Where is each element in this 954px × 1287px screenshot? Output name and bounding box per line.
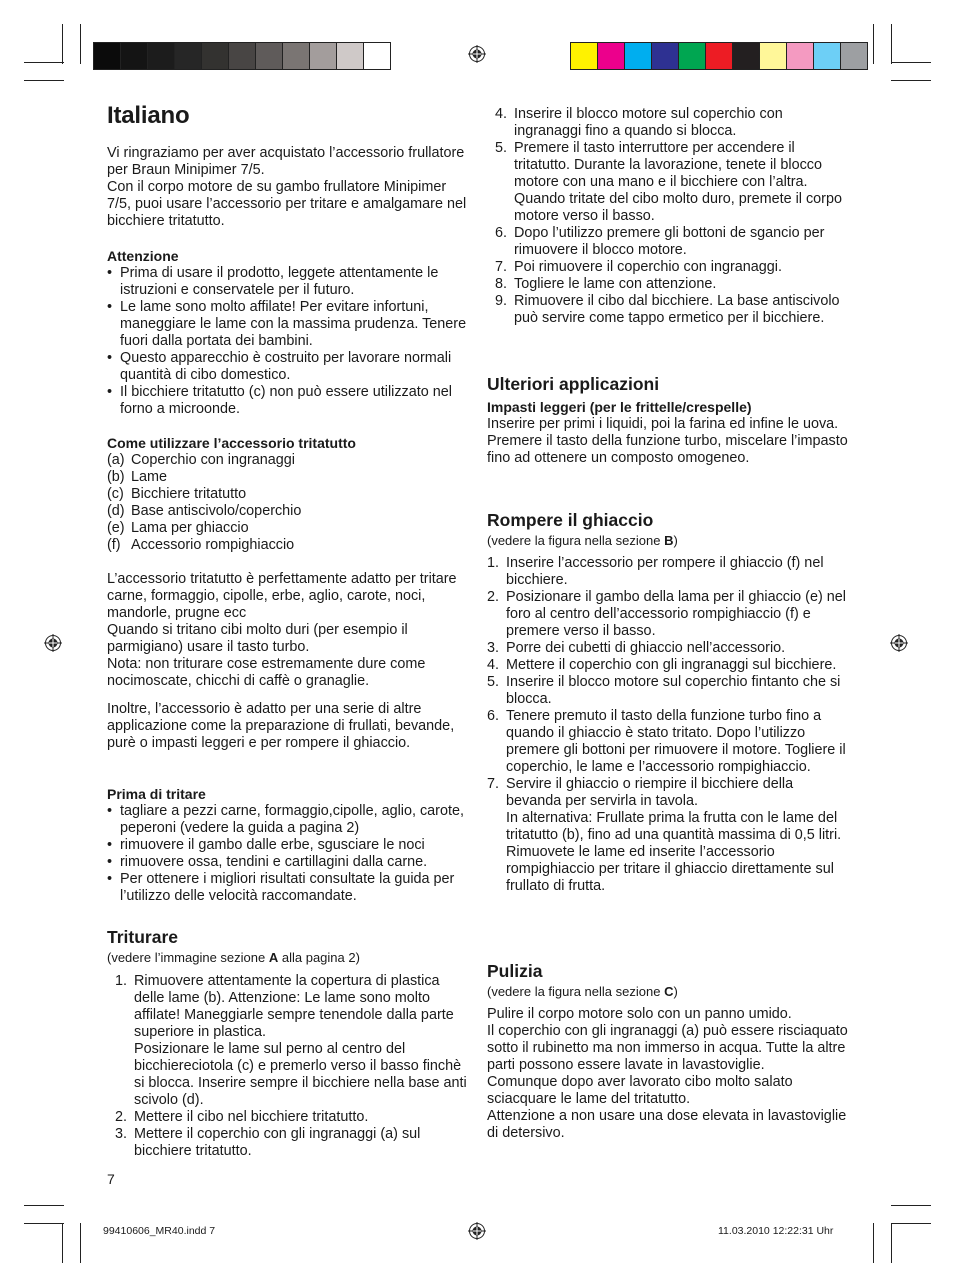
intro-section	[107, 145, 467, 230]
usage-section	[107, 571, 467, 690]
usage2-section	[107, 701, 467, 752]
before-section	[107, 786, 467, 905]
before-heading: Prima di tritare	[107, 786, 206, 802]
crop-mark	[62, 1223, 63, 1263]
crop-mark	[891, 80, 931, 81]
list-item: 3. Porre dei cubetti di ghiaccio nell’accessorio.	[487, 640, 786, 656]
list-item: 5. Premere il tasto interruttore per accendere il tritatutto. Durante la lavorazione, tenete il blocco motore con una mano e il bicchiere con l’altra. Quando tritate del cibo molto duro, premete il corpo motore verso il basso.	[495, 140, 842, 224]
intro-paragraph: Con il corpo motore de su gambo frullatore Minipimer 7/5, puoi usare l’accessorio per tritare e amalgamare nel bicchiere tritatutto.	[107, 179, 467, 229]
crop-mark	[891, 24, 892, 64]
list-item: 6. Dopo l’utilizzo premere gli bottoni de sgancio per rimuovere il blocco motore.	[495, 225, 825, 258]
list-item: 4. Inserire il blocco motore sul coperchio con ingranaggi fino a quando si blocca.	[495, 106, 783, 139]
list-item: 1. Inserire l’accessorio per rompere il ghiaccio (f) nel bicchiere.	[487, 555, 824, 588]
registration-mark-icon	[468, 1222, 486, 1240]
color-swatch	[679, 43, 706, 69]
paragraph: Inserire per primi i liquidi, poi la farina ed infine le uova. Premere il tasto della funzione turbo, miscelare l’impasto fino ad ottenere un composto omogeneo.	[487, 416, 848, 466]
color-swatch	[706, 43, 733, 69]
registration-mark-icon	[44, 634, 62, 652]
parts-section	[107, 435, 467, 554]
pulizia-section	[487, 960, 849, 1142]
color-swatch	[256, 43, 283, 69]
registration-mark-icon	[890, 634, 908, 652]
color-swatch	[229, 43, 256, 69]
color-swatch	[364, 43, 390, 69]
list-item: 4. Mettere il coperchio con gli ingranaggi sul bicchiere.	[487, 657, 837, 673]
parts-heading: Come utilizzare l’accessorio tritatutto	[107, 435, 356, 451]
list-item: 7. Poi rimuovere il coperchio con ingranaggi.	[495, 259, 782, 275]
page-title: Italiano	[107, 102, 190, 129]
intro-paragraph: Vi ringraziamo per aver acquistato l’accessorio frullatore per Braun Minipimer 7/5.	[107, 145, 465, 178]
list-item: (c) Bicchiere tritatutto	[107, 486, 247, 502]
list-item: • Le lame sono molto affilate! Per evitare infortuni, maneggiare le lame con la massima prudenza. Tenere fuori dalla portata dei bambini.	[107, 299, 467, 350]
section-heading: Pulizia	[487, 961, 543, 981]
list-item: 5. Inserire il blocco motore sul coperchio fintanto che si blocca.	[487, 674, 841, 707]
list-item: (f) Accessorio rompighiaccio	[107, 537, 295, 553]
list-item: (a) Coperchio con ingranaggi	[107, 452, 296, 468]
triturare-section	[107, 926, 467, 1160]
paragraph: Attenzione a non usare una dose elevata in lavastoviglie di detersivo.	[487, 1108, 847, 1141]
usage-paragraph: Nota: non triturare cose estremamente dure come nocimoscate, chicchi di caffè o granaglie.	[107, 656, 426, 689]
list-item: 6. Tenere premuto il tasto della funzione turbo fino a quando il ghiaccio è stato tritato. Dopo l’utilizzo premere gli bottoni per rimuovere il motore. Togliere il coperchio, le lame e l’accessorio rompighiaccio.	[487, 708, 846, 775]
crop-mark	[24, 62, 64, 63]
section-heading: Ulteriori applicazioni	[487, 374, 660, 394]
list-item: 2. Mettere il cibo nel bicchiere tritatutto.	[115, 1109, 369, 1125]
list-item: (b) Lame	[107, 469, 167, 485]
crop-mark	[891, 1205, 931, 1206]
color-swatch	[202, 43, 229, 69]
date-slug: 11.03.2010 12:22:31 Uhr	[718, 1225, 834, 1237]
list-item: • Per ottenere i migliori risultati consultate la guida per l’utilizzo delle velocità raccomandate.	[107, 871, 467, 905]
section-heading: Rompere il ghiaccio	[487, 510, 654, 530]
list-item: (d) Base antiscivolo/coperchio	[107, 503, 302, 519]
list-item: • tagliare a pezzi carne, formaggio,cipolle, aglio, carote, peperoni (vedere la guida a pagina 2)	[107, 803, 467, 837]
color-swatch	[175, 43, 202, 69]
ghiaccio-section	[487, 509, 849, 895]
list-item: • rimuovere il gambo dalle erbe, sgusciare le noci	[107, 837, 467, 854]
crop-mark	[62, 24, 63, 64]
registration-mark-icon	[468, 45, 486, 63]
triturare-continued	[487, 106, 849, 327]
crop-mark	[24, 80, 64, 81]
crop-mark	[80, 24, 81, 64]
paragraph: Pulire il corpo motore solo con un panno umido.	[487, 1006, 792, 1022]
process-color-bar	[570, 42, 868, 70]
list-item: 7. Servire il ghiaccio o riempire il bicchiere della bevanda per servirla in tavola. In alternativa: Frullate prima la frutta con le lame del tritatutto (b), fino ad una quantità massima di 0,5 litri. Rimuovete le lame ed inserite l’accessorio rompighiaccio per tritare il ghiaccio direttamente sul frullato di frutta.	[487, 776, 842, 894]
figure-reference: (vedere l’immagine sezione A alla pagina 2)	[107, 950, 360, 965]
color-swatch	[652, 43, 679, 69]
warning-section	[107, 248, 467, 418]
list-item: • Il bicchiere tritatutto (c) non può essere utilizzato nel forno a microonde.	[107, 384, 467, 418]
crop-mark	[24, 1205, 64, 1206]
page-number: 7	[107, 1171, 115, 1187]
color-swatch	[94, 43, 121, 69]
list-item: • Questo apparecchio è costruito per lavorare normali quantità di cibo domestico.	[107, 350, 467, 384]
ulteriori-section	[487, 373, 849, 467]
color-swatch	[841, 43, 867, 69]
list-item: 1. Rimuovere attentamente la copertura di plastica delle lame (b). Attenzione: Le lame sono molto affilate! Maneggiarle sempre tenendole dalla parte superiore in plastica. Posizionare le lame sul perno al centro del bicchiereciotola (c) e premerlo verso il basso finchè si blocca. Inserire sempre il bicchiere nella base anti scivolo (d).	[115, 973, 467, 1108]
crop-mark	[873, 1223, 874, 1263]
usage-paragraph: Inoltre, l’accessorio è adatto per una serie di altre applicazione come la preparazione di frullati, bevande, purè o impasti leggeri e per rompere il ghiaccio.	[107, 701, 455, 751]
crop-mark	[891, 1223, 892, 1263]
paragraph: Comunque dopo aver lavorato cibo molto salato sciacquare le lame del tritatutto.	[487, 1074, 793, 1107]
crop-mark	[891, 1223, 931, 1224]
color-swatch	[625, 43, 652, 69]
list-item: 3. Mettere il coperchio con gli ingranaggi (a) sul bicchiere tritatutto.	[115, 1126, 421, 1159]
color-swatch	[733, 43, 760, 69]
crop-mark	[24, 1223, 64, 1224]
list-item: (e) Lama per ghiaccio	[107, 520, 249, 536]
crop-mark	[873, 24, 874, 64]
color-swatch	[283, 43, 310, 69]
list-item: • rimuovere ossa, tendini e cartillagini dalla carne.	[107, 854, 467, 871]
color-swatch	[121, 43, 148, 69]
crop-mark	[891, 62, 931, 63]
usage-paragraph: Quando si tritano cibi molto duri (per esempio il parmigiano) usare il tasto turbo.	[107, 622, 408, 655]
file-slug: 99410606_MR40.indd 7	[103, 1225, 216, 1237]
sub-heading: Impasti leggeri (per le frittelle/crespelle)	[487, 399, 752, 415]
crop-mark	[80, 1223, 81, 1263]
figure-reference: (vedere la figura nella sezione B)	[487, 533, 678, 548]
figure-reference: (vedere la figura nella sezione C)	[487, 984, 678, 999]
color-swatch	[814, 43, 841, 69]
warning-heading: Attenzione	[107, 248, 179, 264]
color-swatch	[310, 43, 337, 69]
color-swatch	[148, 43, 175, 69]
list-item: 8. Togliere le lame con attenzione.	[495, 276, 717, 292]
color-swatch	[760, 43, 787, 69]
list-item: 9. Rimuovere il cibo dal bicchiere. La base antiscivolo può servire come tappo ermetico per il bicchiere.	[495, 293, 840, 326]
color-swatch	[337, 43, 364, 69]
list-item: • Prima di usare il prodotto, leggete attentamente le istruzioni e conservatele per il futuro.	[107, 265, 467, 299]
grayscale-color-bar	[93, 42, 391, 70]
paragraph: Il coperchio con gli ingranaggi (a) può essere risciaquato sotto il rubinetto ma non immerso in acqua. Tutte la altre parti possono essere lavate in lavastoviglie.	[487, 1023, 848, 1073]
list-item: 2. Posizionare il gambo della lama per il ghiaccio (e) nel foro al centro dell’accessorio rompighiaccio (f) e premere verso il basso.	[487, 589, 846, 639]
color-swatch	[571, 43, 598, 69]
usage-paragraph: L’accessorio tritatutto è perfettamente adatto per tritare carne, formaggio, cipolle, erbe, aglio, carote, noci, mandorle, prugne ecc	[107, 571, 457, 621]
color-swatch	[598, 43, 625, 69]
section-heading: Triturare	[107, 927, 178, 947]
color-swatch	[787, 43, 814, 69]
